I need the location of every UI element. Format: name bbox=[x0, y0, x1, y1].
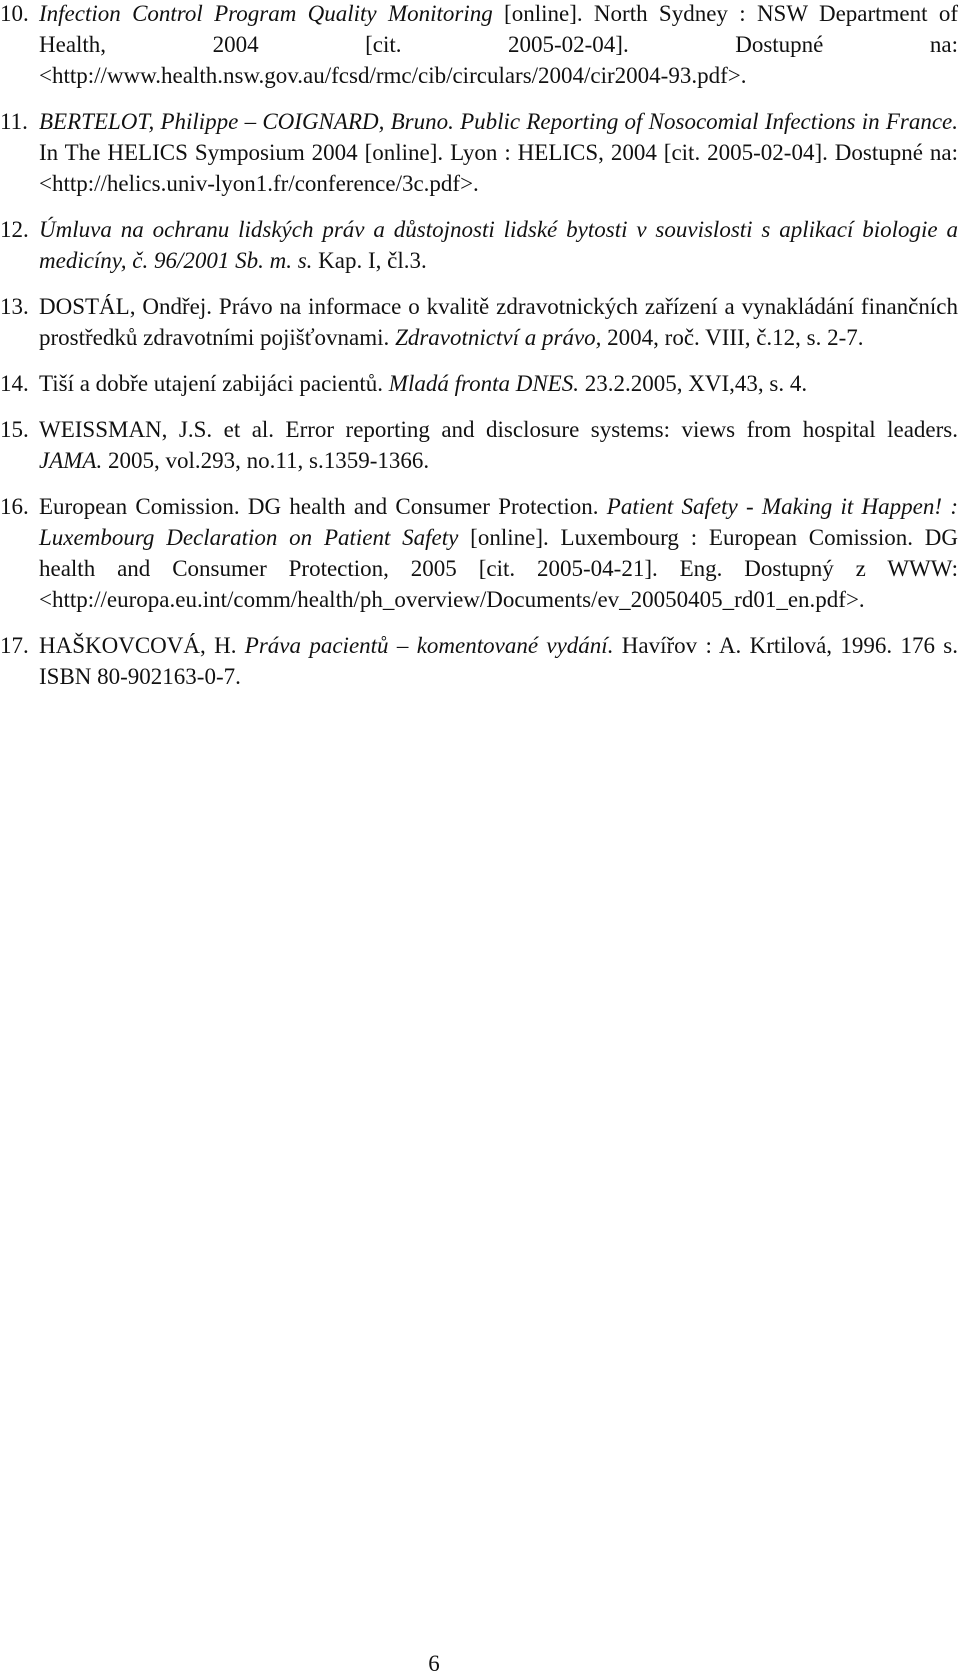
reference-number: 14. bbox=[0, 371, 29, 396]
reference-number: 15. bbox=[0, 417, 29, 442]
page-number: 6 bbox=[428, 1651, 440, 1676]
reference-text: 2004, roč. VIII, č.12, s. 2-7. bbox=[601, 325, 864, 350]
reference-journal: Mladá fronta DNES. bbox=[388, 371, 579, 396]
reference-title: Práva pacientů – komentované vydání. bbox=[244, 633, 614, 658]
reference-text: [online]. Luxembourg : European Comission. DG health and Consumer Protection, 2005 [cit. 2005-04-21]. Eng. Dostupný z WWW: <http://europa.eu.int/comm/health/ph_overview/Documents/ev_20050405_rd01_en.pdf>. bbox=[39, 525, 958, 612]
reference-title: BERTELOT, Philippe – COIGNARD, Bruno. Public Reporting of Nosocomial Infections in France. bbox=[39, 109, 958, 134]
reference-journal: JAMA. bbox=[39, 448, 103, 473]
reference-item bbox=[0, 291, 958, 353]
reference-text: [online]. North Sydney : NSW Department of Health, 2004 [cit. 2005-02-04]. Dostupné na: <http://www.health.nsw.gov.au/fcsd/rmc/cib/circulars/2004/cir2004-93.pdf>. bbox=[39, 1, 958, 88]
reference-text: DOSTÁL, Ondřej. Právo na informace o kvalitě zdravotnických zařízení a vynakládání finančních prostředků zdravotními pojišťovnami. bbox=[39, 294, 958, 350]
reference-text: Tiší a dobře utajení zabijáci pacientů. bbox=[39, 371, 389, 396]
reference-item bbox=[0, 106, 958, 199]
reference-text: European Comission. DG health and Consumer Protection. bbox=[39, 494, 607, 519]
reference-text: Havířov : A. Krtilová, 1996. 176 s. ISBN 80-902163-0-7. bbox=[39, 633, 959, 689]
reference-text: HAŠKOVCOVÁ, H. bbox=[39, 633, 245, 658]
reference-item bbox=[0, 630, 958, 692]
reference-journal: Zdravotnictví a právo, bbox=[395, 325, 602, 350]
reference-item bbox=[0, 491, 958, 615]
reference-title: Infection Control Program Quality Monitoring bbox=[39, 1, 493, 26]
reference-item bbox=[0, 0, 958, 91]
reference-number: 13. bbox=[0, 294, 29, 319]
reference-number: 10. bbox=[0, 1, 29, 26]
reference-number: 16. bbox=[0, 494, 29, 519]
reference-text: 2005, vol.293, no.11, s.1359-1366. bbox=[102, 448, 430, 473]
reference-item bbox=[0, 214, 958, 276]
reference-list bbox=[0, 0, 960, 707]
reference-text: WEISSMAN, J.S. et al. Error reporting and disclosure systems: views from hospital leaders. bbox=[39, 417, 958, 442]
reference-text: In The HELICS Symposium 2004 [online]. Lyon : HELICS, 2004 [cit. 2005-02-04]. Dostupné na: <http://helics.univ-lyon1.fr/conference/3c.pdf>. bbox=[39, 140, 958, 196]
reference-title: Úmluva na ochranu lidských práv a důstojnosti lidské bytosti v souvislosti s aplikací biologie a medicíny, č. 96/2001 Sb. m. s. bbox=[39, 217, 958, 273]
reference-text: 23.2.2005, XVI,43, s. 4. bbox=[578, 371, 808, 396]
reference-item bbox=[0, 368, 958, 399]
reference-number: 17. bbox=[0, 633, 29, 658]
reference-item bbox=[0, 414, 958, 476]
reference-title: Patient Safety - Making it Happen! : Luxembourg Declaration on Patient Safety bbox=[39, 494, 958, 550]
reference-text: Kap. I, čl.3. bbox=[312, 248, 427, 273]
reference-number: 12. bbox=[0, 217, 29, 242]
reference-number: 11. bbox=[0, 109, 28, 134]
